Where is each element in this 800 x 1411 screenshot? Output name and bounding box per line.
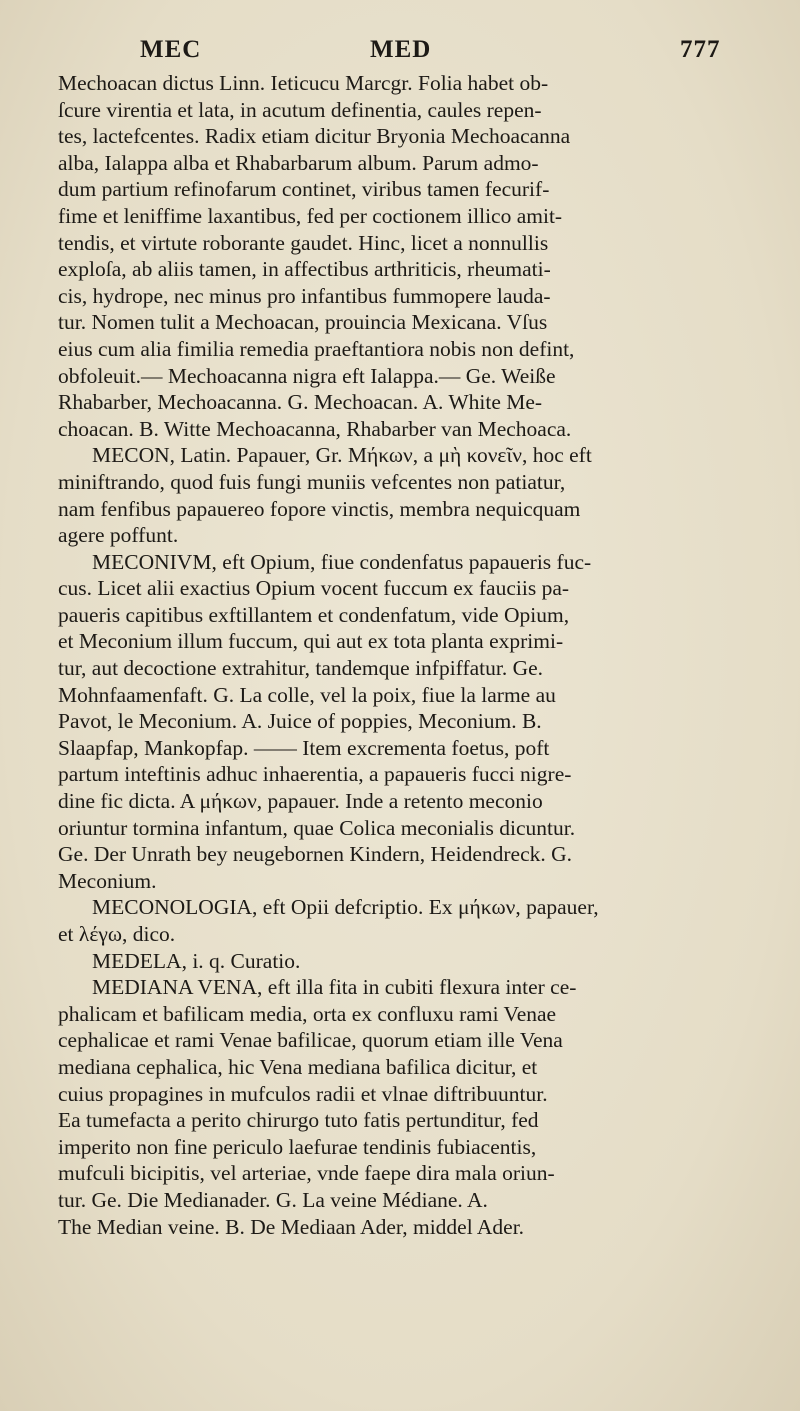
text-line: exploſa, ab aliis tamen, in affectibus arthriticis, rheumati- (58, 257, 551, 282)
running-header (140, 14, 780, 64)
text-line: Meconium. (58, 868, 157, 893)
text-line: MECONOLOGIA, eft Opii defcriptio. Ex μήκων, papauer, (92, 895, 599, 920)
text-line: choacan. B. Witte Mechoacanna, Rhabarber van Mechoaca. (58, 416, 572, 441)
text-line: alba, Ialappa alba et Rhabarbarum album. Parum admo- (58, 150, 539, 175)
text-line: mufculi bicipitis, vel arteriae, vnde faepe dira mala oriun- (58, 1161, 555, 1186)
text-line: The Median veine. B. De Mediaan Ader, middel Ader. (58, 1214, 525, 1239)
text-line: et λέγω, dico. (58, 922, 176, 946)
text-line: dum partium refinofarum continet, viribus tamen fecurif- (58, 177, 550, 202)
text-line: tendis, et virtute roborante gaudet. Hinc, licet a nonnullis (58, 230, 549, 255)
text-line: cephalicae et rami Venae bafilicae, quorum etiam ille Vena (58, 1028, 563, 1053)
text-line: obfoleuit.— Mechoacanna nigra eft Ialappa.— Ge. Weiße (58, 363, 556, 388)
text-line: Ge. Der Unrath bey neugebornen Kindern, Heidendreck. G. (58, 842, 573, 867)
text-line: nam fenfibus papauereo fopore vinctis, membra nequicquam (58, 496, 581, 521)
text-line: phalicam et bafilicam media, orta ex confluxu rami Venae (58, 1001, 557, 1026)
text-line: MEDELA, i. q. Curatio. (92, 948, 301, 973)
text-line: tes, lactefcentes. Radix etiam dicitur Bryonia Mechoacanna (58, 124, 571, 149)
text-line: paueris capitibus exftillantem et condenfatum, vide Opium, (58, 602, 570, 627)
text-line: Ea tumefacta a perito chirurgo tuto fatis pertunditur, fed (58, 1108, 539, 1133)
text-line: partum inteftinis adhuc inhaerentia, a papaueris fucci nigre- (58, 762, 572, 787)
text-line: oriuntur tormina infantum, quae Colica meconialis dicuntur. (58, 815, 576, 840)
text-line: agere poffunt. (58, 523, 179, 548)
header-right-word: MED (370, 36, 432, 63)
text-line: Slaapfap, Mankopfap. —— Item excrementa foetus, poft (58, 735, 550, 760)
text-line: mediana cephalica, hic Vena mediana bafilica dicitur, et (58, 1054, 538, 1079)
text-line: tur. Ge. Die Medianader. G. La veine Médiane. A. (58, 1187, 488, 1212)
page-number: 777 (680, 36, 721, 63)
text-line: dine fic dicta. A μήκων, papauer. Inde a retento meconio (58, 789, 543, 814)
text-line: Mohnfaamenfaft. G. La colle, vel la poix, fiue la larme au (58, 682, 556, 707)
text-line: miniftrando, quod fuis fungi muniis vefcentes non patiatur, (58, 469, 566, 494)
text-line: fime et leniffime laxantibus, fed per coctionem illico amit- (58, 203, 563, 228)
text-line: MEDIANA VENA, eft illa fita in cubiti flexura inter ce- (92, 975, 577, 1000)
text-column (58, 70, 778, 1240)
text-line: Pavot, le Meconium. A. Juice of poppies, Meconium. B. (58, 709, 542, 734)
header-left-word: MEC (140, 36, 202, 63)
text-line: cis, hydrope, nec minus pro infantibus fummopere lauda- (58, 283, 551, 308)
text-line: cuius propagines in mufculos radii et vlnae diftribuuntur. (58, 1081, 548, 1106)
text-line: imperito non fine periculo laefurae tendinis fubiacentis, (58, 1134, 537, 1159)
text-line: MECON, Latin. Papauer, Gr. Μήκων, a μὴ κονεῖν, hoc eft (92, 443, 592, 468)
text-line: cus. Licet alii exactius Opium vocent fuccum ex fauciis pa- (58, 576, 570, 601)
text-line: tur, aut decoctione extrahitur, tandemque infpiffatur. Ge. (58, 656, 544, 681)
text-line: Mechoacan dictus Linn. Ieticucu Marcgr. Folia habet ob- (58, 71, 549, 95)
text-line: Rhabarber, Mechoacanna. G. Mechoacan. A. White Me- (58, 390, 543, 415)
text-line: tur. Nomen tulit a Mechoacan, prouincia Mexicana. Vſus (58, 310, 548, 335)
text-line: MECONIVM, eft Opium, fiue condenfatus papaueris fuc- (92, 549, 592, 574)
text-line: et Meconium illum fuccum, qui aut ex tota planta exprimi- (58, 629, 564, 654)
text-line: eius cum alia fimilia remedia praeftantiora nobis non defint, (58, 336, 575, 361)
text-line: ſcure virentia et lata, in acutum definentia, caules repen- (58, 97, 542, 122)
